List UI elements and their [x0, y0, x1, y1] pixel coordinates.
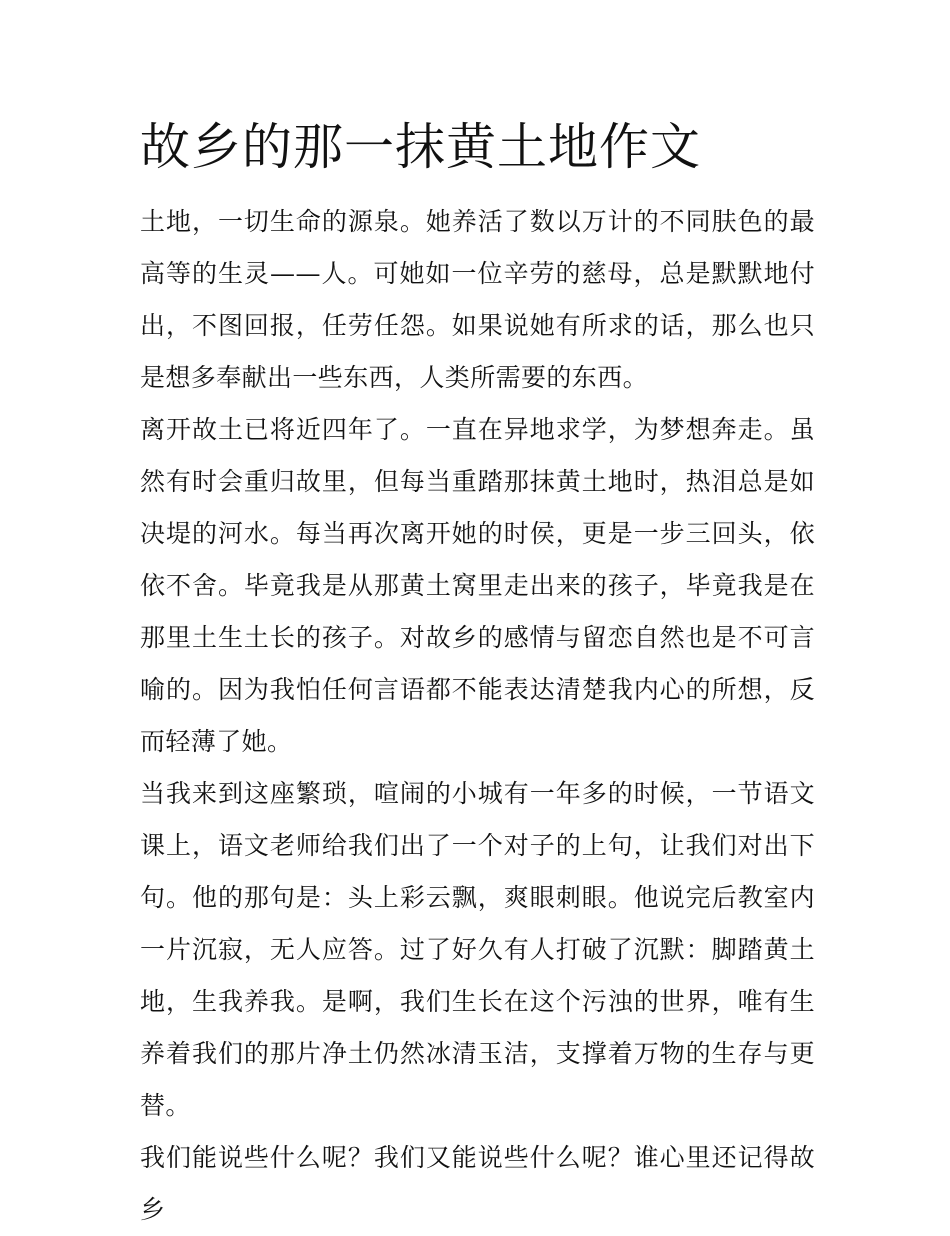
- paragraph-3: 当我来到这座繁琐，喧闹的小城有一年多的时候，一节语文课上，语文老师给我们出了一个对子的上句，让我们对出下句。他的那句是：头上彩云飘，爽眼刺眼。他说完后教室内一片沉寂，无人应答。过了好久有人打破了沉默：脚踏黄土地，生我养我。是啊，我们生长在这个污浊的世界，唯有生养着我们的那片净土仍然冰清玉洁，支撑着万物的生存与更替。: [140, 779, 815, 1120]
- paragraph-2: 离开故土已将近四年了。一直在异地求学，为梦想奔走。虽然有时会重归故里，但每当重踏那抹黄土地时，热泪总是如决堤的河水。每当再次离开她的时侯，更是一步三回头，依依不舍。毕竟我是从那黄土窝里走出来的孩子，毕竟我是在那里土生土长的孩子。对故乡的感情与留恋自然也是不可言喻的。因为我怕任何言语都不能表达清楚我内心的所想，反而轻薄了她。: [140, 415, 815, 756]
- paragraph-4: 我们能说些什么呢？我们又能说些什么呢？谁心里还记得故乡: [140, 1143, 815, 1224]
- document-title: 故乡的那一抹黄土地作文: [140, 118, 701, 176]
- paragraph-1: 土地，一切生命的源泉。她养活了数以万计的不同肤色的最高等的生灵——人。可她如一位辛劳的慈母，总是默默地付出，不图回报，任劳任怨。如果说她有所求的话，那么也只是想多奉献出一些东西，人类所需要的东西。: [140, 207, 815, 392]
- document-body: [140, 196, 815, 1236]
